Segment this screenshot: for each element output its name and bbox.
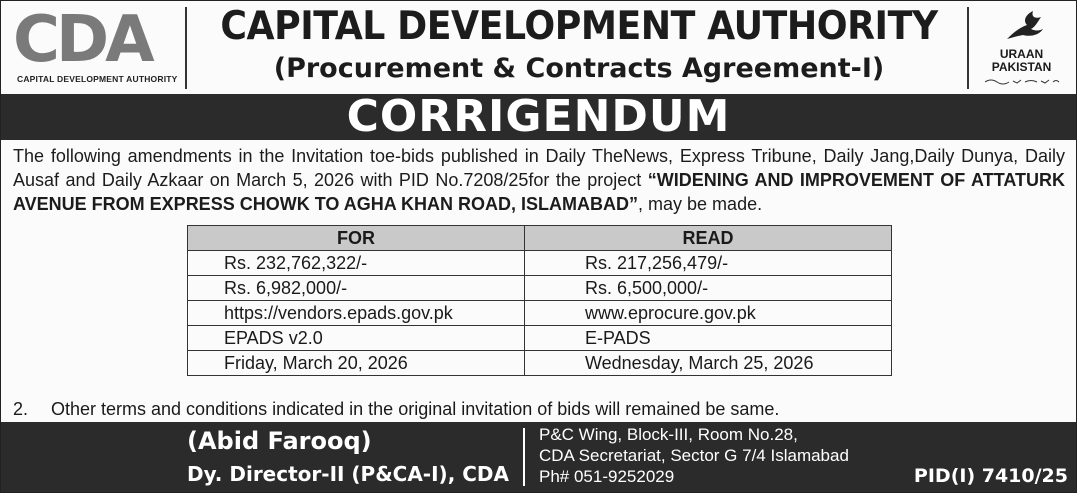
for-cell: https://vendors.epads.gov.pk xyxy=(188,301,525,326)
for-cell: Rs. 232,762,322/- xyxy=(188,251,525,276)
table-row xyxy=(188,276,892,301)
organization-title: CAPITAL DEVELOPMENT AUTHORITY xyxy=(220,4,938,49)
column-header-for: FOR xyxy=(188,226,525,251)
notice-paragraph xyxy=(13,144,1065,216)
for-cell: EPADS v2.0 xyxy=(188,326,525,351)
uraan-text: URAAN xyxy=(999,47,1044,61)
read-cell: Rs. 217,256,479/- xyxy=(524,251,891,276)
project-name: “WIDENING AND IMPROVEMENT OF ATTATURK AVENUE FROM EXPRESS CHOWK TO AGHA KHAN ROAD, ISLAMABAD” xyxy=(13,170,1066,214)
note-text: Other terms and conditions indicated in the original invitation of bids will remained be same. xyxy=(51,399,780,419)
table-row xyxy=(188,301,892,326)
contact-address xyxy=(539,424,849,487)
note-paragraph xyxy=(13,397,1065,421)
corrigendum-heading: CORRIGENDUM xyxy=(346,91,731,142)
corrigendum-band xyxy=(1,91,1076,142)
header xyxy=(1,1,1076,93)
cda-logo-mark: CDA xyxy=(13,3,151,77)
read-cell: Rs. 6,500,000/- xyxy=(524,276,891,301)
pakistan-text: PAKISTAN xyxy=(991,60,1052,74)
notice-intro: The following amendments in the Invitation toe-bids published in Daily TheNews, Express Tribune, Daily Jang,Daily Dunya, Daily Ausaf and Daily Azkaar on March 5, 2026 with PID No.7208/25for the project xyxy=(13,146,1065,190)
read-cell: www.eprocure.gov.pk xyxy=(524,301,891,326)
note-number: 2. xyxy=(13,399,29,419)
phone-number: Ph# 051-9252029 xyxy=(539,467,675,486)
table-header-row xyxy=(188,226,892,251)
organization-subtitle: (Procurement & Contracts Agreement-I) xyxy=(273,53,885,84)
pid-number: PID(I) 7410/25 xyxy=(913,465,1068,487)
signatory-name: (Abid Farooq) xyxy=(187,427,372,455)
for-cell: Friday, March 20, 2026 xyxy=(188,351,525,376)
address-line-1: P&C Wing, Block-III, Room No.28, xyxy=(539,425,798,444)
urdu-script-icon xyxy=(983,77,1061,85)
cda-logo-subtitle: CAPITAL DEVELOPMENT AUTHORITY xyxy=(17,74,178,84)
table-row xyxy=(188,326,892,351)
table-row xyxy=(188,351,892,376)
eagle-icon xyxy=(1005,9,1045,43)
footer xyxy=(1,422,1076,492)
cda-logo xyxy=(9,3,187,89)
amendments-table xyxy=(187,225,892,376)
address-line-2: CDA Secretariat, Sector G 7/4 Islamabad xyxy=(539,446,849,465)
footer-divider xyxy=(523,428,525,486)
notice-intro-end: , may be made. xyxy=(638,194,763,214)
read-cell: E-PADS xyxy=(524,326,891,351)
for-cell: Rs. 6,982,000/- xyxy=(188,276,525,301)
table-row xyxy=(188,251,892,276)
signatory-designation: Dy. Director-II (P&CA-I), CDA xyxy=(187,462,510,486)
read-cell: Wednesday, March 25, 2026 xyxy=(524,351,891,376)
column-header-read: READ xyxy=(524,226,891,251)
uraan-pakistan-logo xyxy=(967,7,1074,89)
